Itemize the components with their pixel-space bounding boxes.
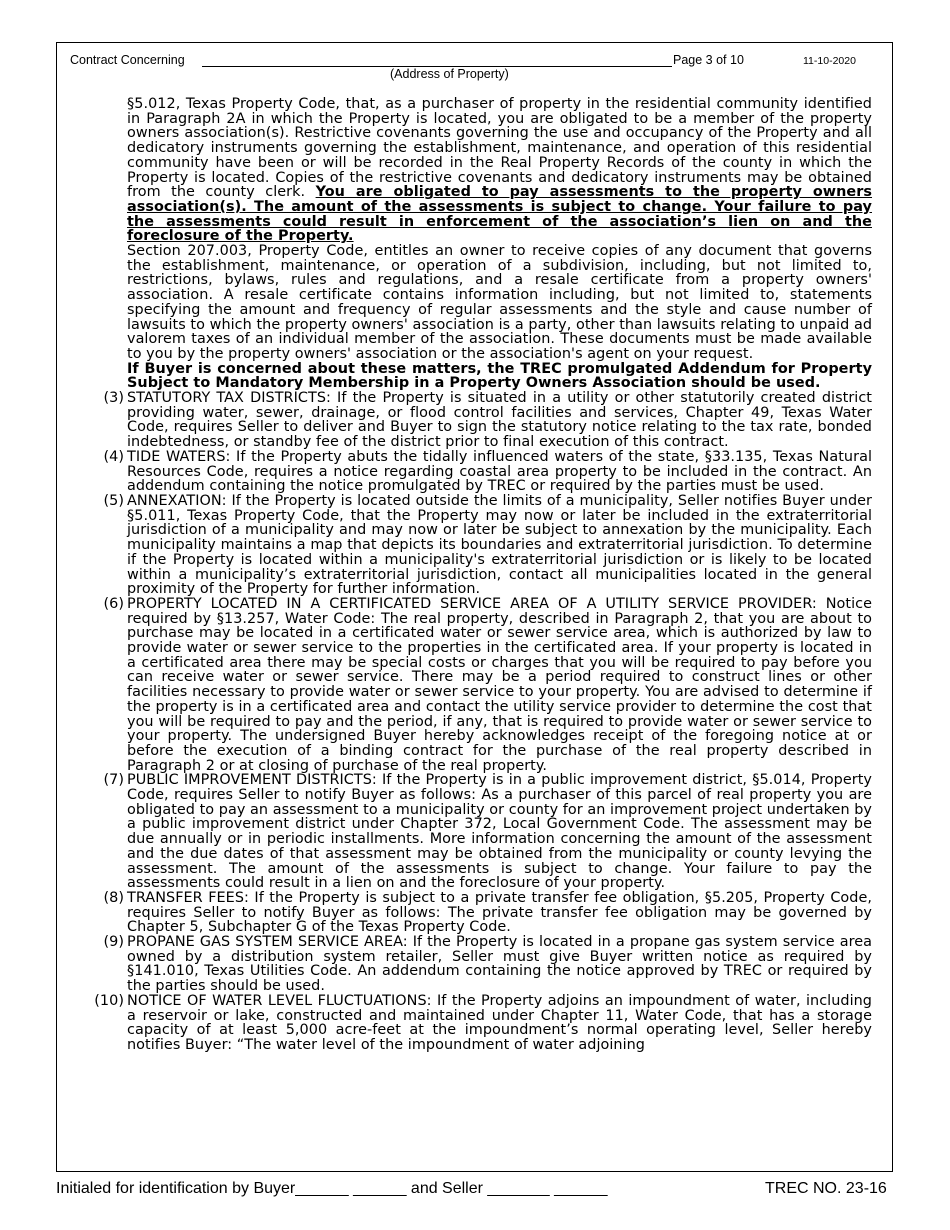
item-number: (10)	[94, 992, 124, 1009]
item-number: (6)	[103, 595, 124, 612]
item-text: PUBLIC IMPROVEMENT DISTRICTS: If the Property is in a public improvement district, §5.014, Property Code, requires Seller to notify Buyer as follows: As a purchaser of this parcel of real property you are obligated to pay an assessment to a municipality or county for an improvement project undertaken by a public improvement district under Chapter 372, Local Government Code. The assessment may be due annually or in periodic installments. More information concerning the amount of the assessment and the due dates of that assessment may be obtained from the municipality or county levying the assessment. The amount of the assessments is subject to change. Your failure to pay the assessments could result in a lien on and the foreclosure of your property.	[127, 772, 872, 892]
item-text: PROPANE GAS SYSTEM SERVICE AREA: If the Property is located in a propane gas system service area owned by a distribution system retailer, Seller must give Buyer written notice as required by §141.010, Texas Utilities Code. An addendum containing the notice approved by TREC or required by the parties should be used.	[127, 934, 872, 995]
item-text: NOTICE OF WATER LEVEL FLUCTUATIONS: If the Property adjoins an impoundment of water, including a reservoir or lake, constructed and maintained under Chapter 11, Water Code, that has a storage capacity of at least 5,000 acre-feet at the impoundment’s normal operating level, Seller hereby notifies Buyer: “The water level of the impoundment of water adjoining	[127, 992, 872, 1053]
hoa-paragraph	[90, 97, 872, 244]
list-item	[90, 391, 872, 450]
trec-form-number: TREC NO. 23-16	[765, 1180, 887, 1197]
list-item	[90, 935, 872, 994]
form-date: 11-10-2020	[803, 55, 856, 67]
address-caption: (Address of Property)	[390, 67, 509, 81]
item-text: STATUTORY TAX DISTRICTS: If the Property is situated in a utility or other statutorily created district providing water, sewer, drainage, or flood control facilities and services, Chapter 49, Texas Water Code, requires Seller to deliver and Buyer to sign the statutory notice relating to the tax rate, bonded indebtedness, or standby fee of the district prior to final execution of this contract.	[127, 390, 872, 451]
list-item	[90, 891, 872, 935]
list-item	[90, 597, 872, 773]
hoa-text-1: §5.012, Texas Property Code, that, as a purchaser of property in the residential community identified in Paragraph 2A in which the Property is located, you are obligated to be a member of the property owners association(s). Restrictive covenants governing the use and occupancy of the Property and all dedicatory instruments governing the establishment, maintenance, and operation of this residential community have been or will be recorded in the Real Property Records of the county in which the Property is located. Copies of the restrictive covenants and dedicatory instruments may be obtained from the county clerk.	[127, 96, 872, 201]
item-text: PROPERTY LOCATED IN A CERTIFICATED SERVICE AREA OF A UTILITY SERVICE PROVIDER: Notice required by §13.257, Water Code: The real property, described in Paragraph 2, that you are about to purchase may be located in a certificated water or sewer service area, which is authorized by law to provide water or sewer service to the properties in the certificated area. If your property is located in a certificated area there may be special costs or charges that you will be required to pay before you can receive water or sewer service. There may be a period required to construct lines or other facilities necessary to provide water or sewer service to your property. You are advised to determine if the property is in a certificated area and contact the utility service provider to determine the cost that you will be required to pay and the period, if any, that is required to provide water or sewer service to your property. The undersigned Buyer hereby acknowledges receipt of the foregoing notice at or before the execution of a binding contract for the purchase of the real property described in Paragraph 2 or at closing of purchase of the real property.	[127, 595, 872, 774]
item-text: TRANSFER FEES: If the Property is subject to a private transfer fee obligation, §5.205, Property Code, requires Seller to notify Buyer as follows: The private transfer fee obligation may be governed by Chapter 5, Subchapter G of the Texas Property Code.	[127, 889, 872, 936]
item-number: (3)	[103, 390, 124, 407]
item-text: TIDE WATERS: If the Property abuts the tidally influenced waters of the state, §33.135, Texas Natural Resources Code, requires a notice regarding coastal area property to be included in the contract. An addendum containing the notice promulgated by TREC or required by the parties must be used.	[127, 448, 872, 495]
item-number: (4)	[103, 448, 124, 465]
list-item	[90, 494, 872, 597]
page-number: Page 3 of 10	[673, 53, 744, 67]
resale-certificate-paragraph: Section 207.003, Property Code, entitles an owner to receive copies of any document that governs the establishment, maintenance, or operation of a subdivision, including, but not limited to, restrictions, bylaws, rules and regulations, and a resale certificate from a property owners' association. A resale certificate contains information including, but not limited to, statements specifying the amount and frequency of regular assessments and the style and cause number of lawsuits to which the property owners' association is a party, other than lawsuits relating to unpaid ad valorem taxes of an individual member of the association. These documents must be made available to you by the property owners' association or the association's agent on your request.	[127, 243, 872, 362]
list-item	[90, 994, 872, 1053]
item-number: (9)	[103, 934, 124, 951]
item-number: (5)	[103, 492, 124, 509]
item-number: (7)	[103, 772, 124, 789]
item-text: ANNEXATION: If the Property is located outside the limits of a municipality, Seller notifies Buyer under §5.011, Texas Property Code, that the Property may now or later be included in the extraterritorial jurisdiction of a municipality and may now or later be subject to annexation by the municipality. Each municipality maintains a map that depicts its boundaries and extraterritorial jurisdiction. To determine if the Property is located within a municipality's extraterritorial jurisdiction or is likely to be located within a municipality’s extraterritorial jurisdiction, contact all municipalities located in the general proximity of the Property for further information.	[127, 492, 872, 598]
hoa-addendum-notice: If Buyer is concerned about these matters, the TREC promulgated Addendum for Property Subject to Mandatory Membership in a Property Owners Association should be used.	[127, 360, 872, 392]
hoa-assessment-warning: You are obligated to pay assessments to the property owners association(s). The amount of the assessments is subject to change. Your failure to pay the assessments could result in enforcement of the association’s lien on and the foreclosure of the Property.	[127, 184, 873, 245]
initials-line[interactable]: Initialed for identification by Buyer______ ______ and Seller _______ ______	[56, 1180, 608, 1197]
list-item	[90, 450, 872, 494]
list-item	[90, 773, 872, 891]
document-body	[90, 97, 872, 1053]
item-number: (8)	[103, 889, 124, 906]
contract-concerning-label: Contract Concerning	[70, 53, 185, 67]
